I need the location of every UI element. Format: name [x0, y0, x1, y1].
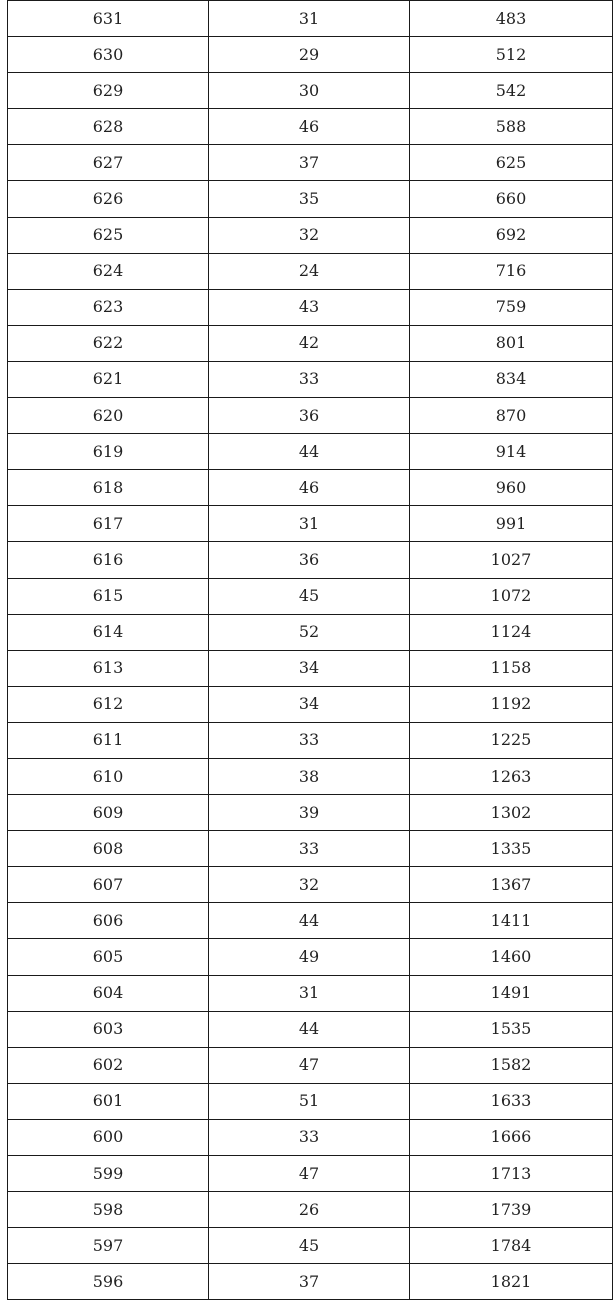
- count-cell: 45: [209, 1228, 410, 1264]
- cumulative-cell: 625: [410, 145, 613, 181]
- table-row: [8, 578, 613, 614]
- cumulative-cell: 1192: [410, 686, 613, 722]
- table-row: [8, 470, 613, 506]
- score-cell: 610: [8, 758, 209, 794]
- score-cell: 629: [8, 73, 209, 109]
- count-cell: 46: [209, 470, 410, 506]
- score-cell: 606: [8, 903, 209, 939]
- count-cell: 33: [209, 831, 410, 867]
- score-cell: 613: [8, 650, 209, 686]
- cumulative-cell: 1367: [410, 867, 613, 903]
- table-row: [8, 506, 613, 542]
- cumulative-cell: 1821: [410, 1264, 613, 1300]
- cumulative-cell: 834: [410, 361, 613, 397]
- table-row: [8, 542, 613, 578]
- table-row: [8, 903, 613, 939]
- table-row: [8, 758, 613, 794]
- cumulative-cell: 1784: [410, 1228, 613, 1264]
- table-row: [8, 1, 613, 37]
- count-cell: 42: [209, 325, 410, 361]
- count-cell: 44: [209, 903, 410, 939]
- count-cell: 52: [209, 614, 410, 650]
- score-cell: 625: [8, 217, 209, 253]
- score-cell: 622: [8, 325, 209, 361]
- cumulative-cell: 692: [410, 217, 613, 253]
- table-row: [8, 1047, 613, 1083]
- table-row: [8, 795, 613, 831]
- table-row: [8, 181, 613, 217]
- score-cell: 627: [8, 145, 209, 181]
- score-cell: 604: [8, 975, 209, 1011]
- cumulative-cell: 1335: [410, 831, 613, 867]
- score-cell: 628: [8, 109, 209, 145]
- count-cell: 45: [209, 578, 410, 614]
- cumulative-cell: 991: [410, 506, 613, 542]
- count-cell: 33: [209, 722, 410, 758]
- count-cell: 31: [209, 1, 410, 37]
- count-cell: 31: [209, 975, 410, 1011]
- cumulative-cell: 759: [410, 289, 613, 325]
- score-cell: 619: [8, 434, 209, 470]
- score-cell: 626: [8, 181, 209, 217]
- cumulative-cell: 1124: [410, 614, 613, 650]
- score-cell: 602: [8, 1047, 209, 1083]
- table-row: [8, 1264, 613, 1300]
- count-cell: 33: [209, 361, 410, 397]
- count-cell: 51: [209, 1083, 410, 1119]
- score-cell: 612: [8, 686, 209, 722]
- count-cell: 31: [209, 506, 410, 542]
- cumulative-cell: 1582: [410, 1047, 613, 1083]
- count-cell: 34: [209, 686, 410, 722]
- table-row: [8, 1228, 613, 1264]
- table-row: [8, 37, 613, 73]
- score-cell: 600: [8, 1119, 209, 1155]
- score-cell: 618: [8, 470, 209, 506]
- table-row: [8, 289, 613, 325]
- score-cell: 603: [8, 1011, 209, 1047]
- score-cell: 599: [8, 1156, 209, 1192]
- table-row: [8, 434, 613, 470]
- table-row: [8, 361, 613, 397]
- table-row: [8, 398, 613, 434]
- score-cell: 611: [8, 722, 209, 758]
- score-cell: 609: [8, 795, 209, 831]
- score-cell: 630: [8, 37, 209, 73]
- count-cell: 43: [209, 289, 410, 325]
- cumulative-cell: 1411: [410, 903, 613, 939]
- score-cell: 597: [8, 1228, 209, 1264]
- cumulative-cell: 716: [410, 253, 613, 289]
- score-cell: 607: [8, 867, 209, 903]
- count-cell: 37: [209, 145, 410, 181]
- count-cell: 36: [209, 398, 410, 434]
- cumulative-cell: 1633: [410, 1083, 613, 1119]
- count-cell: 32: [209, 867, 410, 903]
- score-cell: 623: [8, 289, 209, 325]
- count-cell: 33: [209, 1119, 410, 1155]
- count-cell: 36: [209, 542, 410, 578]
- count-cell: 29: [209, 37, 410, 73]
- count-cell: 37: [209, 1264, 410, 1300]
- table-row: [8, 109, 613, 145]
- cumulative-cell: 660: [410, 181, 613, 217]
- count-cell: 44: [209, 1011, 410, 1047]
- score-cell: 620: [8, 398, 209, 434]
- score-cell: 616: [8, 542, 209, 578]
- count-cell: 30: [209, 73, 410, 109]
- count-cell: 34: [209, 650, 410, 686]
- count-cell: 26: [209, 1192, 410, 1228]
- table-row: [8, 217, 613, 253]
- score-cell: 596: [8, 1264, 209, 1300]
- table-row: [8, 73, 613, 109]
- cumulative-cell: 1666: [410, 1119, 613, 1155]
- cumulative-cell: 588: [410, 109, 613, 145]
- table-row: [8, 614, 613, 650]
- cumulative-cell: 1302: [410, 795, 613, 831]
- score-table-body: [8, 1, 613, 1300]
- score-cell: 621: [8, 361, 209, 397]
- table-row: [8, 1119, 613, 1155]
- cumulative-cell: 1158: [410, 650, 613, 686]
- cumulative-cell: 1263: [410, 758, 613, 794]
- cumulative-cell: 483: [410, 1, 613, 37]
- count-cell: 35: [209, 181, 410, 217]
- score-cell: 601: [8, 1083, 209, 1119]
- count-cell: 47: [209, 1156, 410, 1192]
- score-cell: 598: [8, 1192, 209, 1228]
- score-cell: 614: [8, 614, 209, 650]
- table-row: [8, 1083, 613, 1119]
- cumulative-cell: 1491: [410, 975, 613, 1011]
- count-cell: 44: [209, 434, 410, 470]
- cumulative-cell: 801: [410, 325, 613, 361]
- table-row: [8, 1156, 613, 1192]
- count-cell: 24: [209, 253, 410, 289]
- score-distribution-table: [7, 0, 613, 1300]
- cumulative-cell: 1460: [410, 939, 613, 975]
- count-cell: 49: [209, 939, 410, 975]
- cumulative-cell: 1027: [410, 542, 613, 578]
- table-row: [8, 1011, 613, 1047]
- count-cell: 38: [209, 758, 410, 794]
- count-cell: 39: [209, 795, 410, 831]
- table-row: [8, 831, 613, 867]
- table-row: [8, 686, 613, 722]
- cumulative-cell: 1535: [410, 1011, 613, 1047]
- table-row: [8, 253, 613, 289]
- table-row: [8, 722, 613, 758]
- score-cell: 617: [8, 506, 209, 542]
- count-cell: 32: [209, 217, 410, 253]
- score-cell: 608: [8, 831, 209, 867]
- cumulative-cell: 1713: [410, 1156, 613, 1192]
- table-row: [8, 325, 613, 361]
- count-cell: 46: [209, 109, 410, 145]
- table-row: [8, 650, 613, 686]
- score-cell: 624: [8, 253, 209, 289]
- cumulative-cell: 914: [410, 434, 613, 470]
- table-row: [8, 975, 613, 1011]
- cumulative-cell: 512: [410, 37, 613, 73]
- score-cell: 605: [8, 939, 209, 975]
- cumulative-cell: 1739: [410, 1192, 613, 1228]
- cumulative-cell: 542: [410, 73, 613, 109]
- score-cell: 615: [8, 578, 209, 614]
- table-row: [8, 939, 613, 975]
- table-row: [8, 1192, 613, 1228]
- cumulative-cell: 960: [410, 470, 613, 506]
- cumulative-cell: 1225: [410, 722, 613, 758]
- cumulative-cell: 870: [410, 398, 613, 434]
- count-cell: 47: [209, 1047, 410, 1083]
- score-cell: 631: [8, 1, 209, 37]
- cumulative-cell: 1072: [410, 578, 613, 614]
- table-row: [8, 867, 613, 903]
- table-row: [8, 145, 613, 181]
